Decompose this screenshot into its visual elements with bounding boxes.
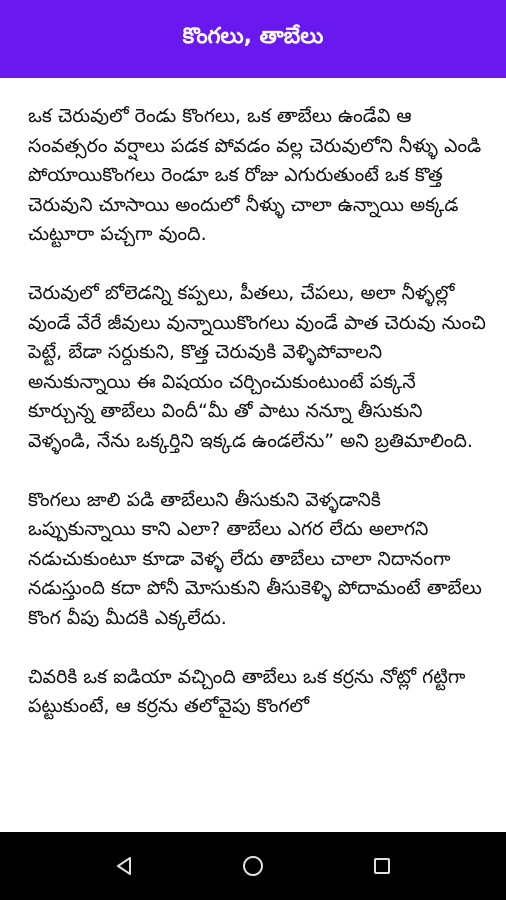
story-paragraph-1: ఒక చెరువులో రెండు కొంగలు, ఒక తాబేలు ఉండేవి ఆ సంవత్సరం వర్షాలు పడక పోవడం వల్ల చెరువులోని నీళ్ళు ఎండి పోయాయికొంగలు రెండూ ఒక రోజు ఎగురుతుంటే ఒక కొత్త చెరువుని చూసాయి అందులో నీళ్ళు చాలా ఉన్నాయి అక్కడ చుట్టూరా పచ్చగా వుంది. (28, 105, 482, 246)
story-paragraph-2: చెరువులో బోలెడన్ని కప్పలు, పీతలు, చేపలు, అలా నీళ్ళల్లో వుండే వేరే జీవులు వున్నాయికొంగలు వుండే పాత చెరువు నుంచి పెట్టే, బేడా సర్దుకుని, కొత్త చెరువుకి వెళ్ళిపోవాలని అనుకున్నాయి ఈ విషయం చర్చించుకుంటుంటే పక్కనే కూర్చున్న తాబేలు విందీ“మీ తో పాటు నన్నూ తీసుకుని వెళ్ళండి, నేను ఒక్కర్తిని ఇక్కడ ఉండలేను” అని బ్రతిమాలింది. (28, 281, 486, 452)
story-paragraph-4: చివరికి ఒక ఐడియా వచ్చింది తాబేలు ఒక కర్రను నోట్లో గట్టిగా పట్టుకుంటే, ఆ కర్రను తలోవైపు కొంగలో (28, 665, 466, 718)
page-title: కొంగలు, తాబేలు (182, 24, 324, 49)
story-content[interactable] (0, 78, 506, 832)
recents-square-icon (370, 854, 394, 878)
story-paragraph-3: కొంగలు జాలి పడి తాబేలుని తీసుకుని వెళ్ళడానికి ఒప్పుకున్నాయి కాని ఎలా? తాబేలు ఎగర లేదు అలాగని నడుచుకుంటూ కూడా వెళ్ళ లేదు తాబేలు చాలా నిదానంగా నడుస్తుంది కదా పోనీ మోసుకుని తీసుకెళ్ళి పోదామంటే తాబేలు కొంగ వీపు మీదకి ఎక్కలేదు. (28, 488, 482, 629)
home-circle-icon (241, 854, 265, 878)
story-text (0, 78, 506, 722)
back-button[interactable] (102, 844, 146, 888)
home-button[interactable] (231, 844, 275, 888)
back-triangle-icon (112, 854, 136, 878)
recents-button[interactable] (360, 844, 404, 888)
app-bar (0, 0, 506, 78)
system-navigation-bar (0, 832, 506, 900)
